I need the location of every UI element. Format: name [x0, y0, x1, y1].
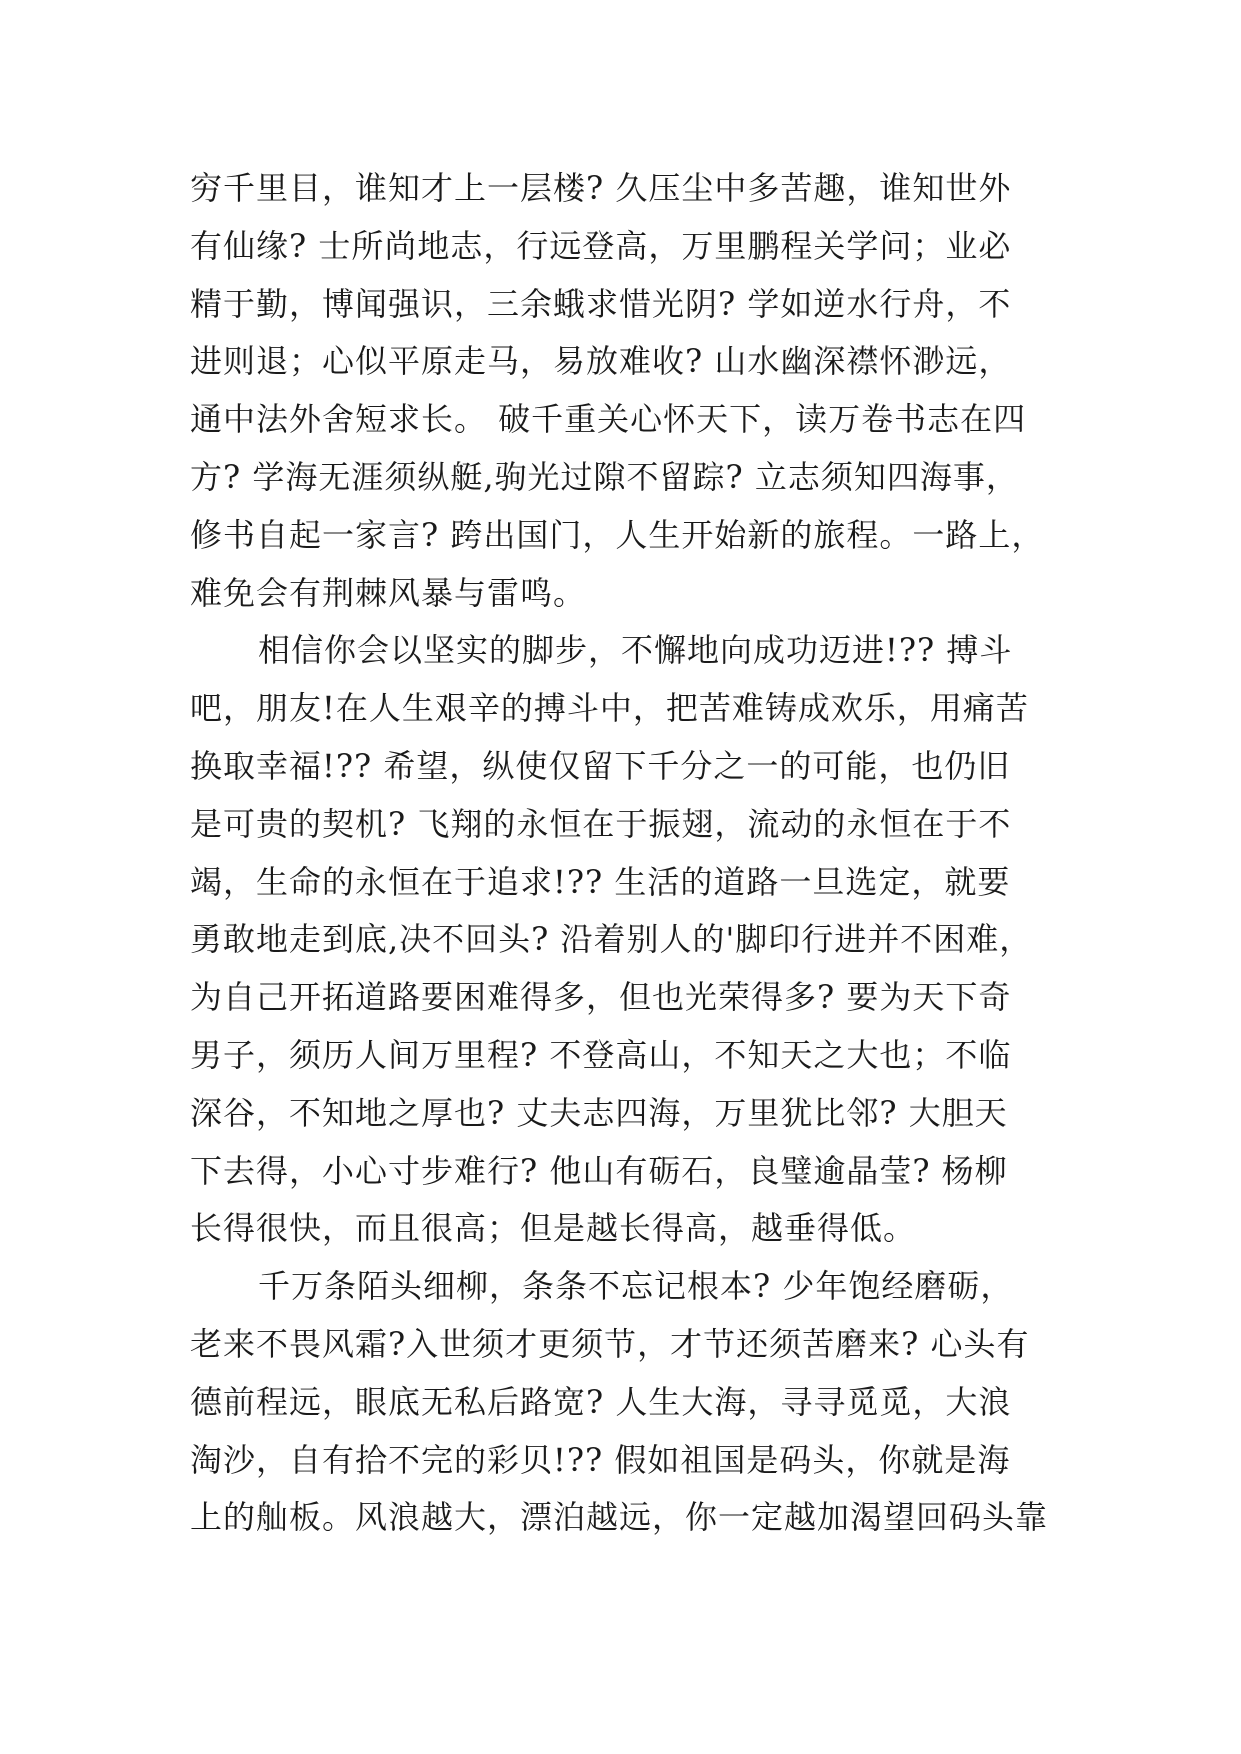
text-line: 精于勤，博闻强识，三余蛾求惜光阴? 学如逆水行舟，不: [190, 284, 1012, 323]
text-line: 进则退；心似平原走马，易放难收? 山水幽深襟怀渺远，: [190, 342, 1012, 381]
paragraph-start-line: 相信你会以坚实的脚步，不懈地向成功迈进!?? 搏斗: [258, 631, 1013, 670]
text-line: 吧，朋友!在人生艰辛的搏斗中，把苦难铸成欢乐，用痛苦: [190, 689, 1029, 728]
body-text: [190, 160, 1070, 1547]
text-line: 德前程远，眼底无私后路宽? 人生大海，寻寻觅觅，大浪: [190, 1382, 1012, 1421]
text-line: 男子，须历人间万里程? 不登高山，不知天之大也；不临: [190, 1035, 1012, 1074]
text-line: 修书自起一家言? 跨出国门，人生开始新的旅程。一路上，: [190, 515, 1045, 554]
text-line: 为自己开拓道路要困难得多，但也光荣得多? 要为天下奇: [190, 978, 1012, 1017]
text-line: 上的舢板。风浪越大，漂泊越远，你一定越加渴望回码头靠: [190, 1498, 1049, 1537]
text-line: 淘沙，自有拾不完的彩贝!?? 假如祖国是码头，你就是海: [190, 1440, 1011, 1479]
text-line: 勇敢地走到底,决不回头? 沿着别人的'脚印行进并不困难，: [190, 920, 1033, 959]
text-line: 方? 学海无涯须纵艇,驹光过隙不留踪? 立志须知四海事，: [190, 457, 1019, 496]
text-line: 深谷，不知地之厚也? 丈夫志四海，万里犹比邻? 大胆天: [190, 1093, 1008, 1132]
text-line: 老来不畏风霜?入世须才更须节，才节还须苦磨来? 心头有: [190, 1324, 1030, 1363]
text-line: 有仙缘? 士所尚地志，行远登高，万里鹏程关学问；业必: [190, 226, 1012, 265]
text-line: 竭，生命的永恒在于追求!?? 生活的道路一旦选定，就要: [190, 862, 1011, 901]
text-line: 穷千里目，谁知才上一层楼? 久压尘中多苦趣，谁知世外: [190, 169, 1012, 207]
text-line: 长得很快，而且很高；但是越长得高，越垂得低。: [190, 1209, 917, 1248]
text-line: 下去得，小心寸步难行? 他山有砺石，良璧逾晶莹? 杨柳: [190, 1151, 1008, 1190]
text-line: 通中法外舍短求长。 破千重关心怀天下，读万卷书志在四: [190, 400, 1027, 439]
text-line: 换取幸福!?? 希望，纵使仅留下千分之一的可能，也仍旧: [190, 746, 1011, 785]
text-line: 是可贵的契机? 飞翔的永恒在于振翅，流动的永恒在于不: [190, 804, 1012, 843]
text-line: 难免会有荆棘风暴与雷鸣。: [190, 573, 587, 612]
paragraph-start-line: 千万条陌头细柳，条条不忘记根本? 少年饱经磨砺，: [258, 1267, 1014, 1306]
